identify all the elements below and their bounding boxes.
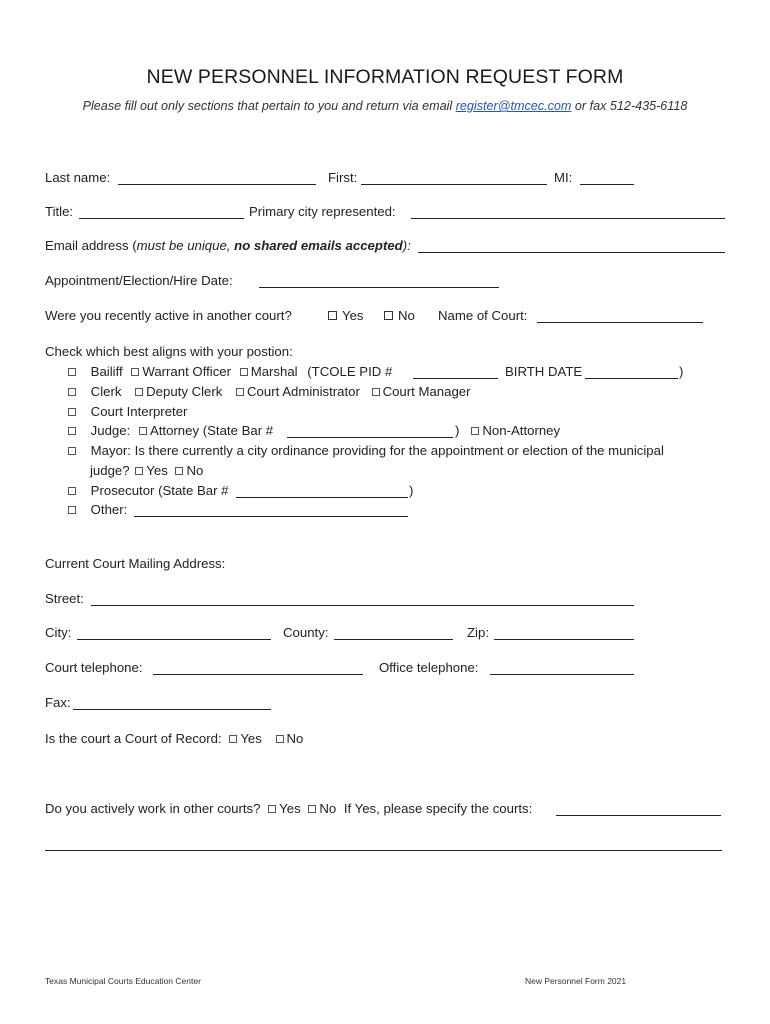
position-row-bailiff xyxy=(68,364,392,379)
mi-field[interactable] xyxy=(580,170,634,185)
checkbox-warrant-officer[interactable] xyxy=(131,368,139,376)
checkbox-mayor-yes[interactable] xyxy=(135,467,143,475)
checkbox-court-administrator[interactable] xyxy=(236,388,244,396)
county-field[interactable] xyxy=(334,625,453,640)
other-courts-no-label: No xyxy=(319,801,337,816)
recently-active-no[interactable] xyxy=(384,308,415,323)
court-telephone-label: Court telephone: xyxy=(45,660,143,675)
checkbox-other-courts-no[interactable] xyxy=(308,805,316,813)
street-field[interactable] xyxy=(91,591,634,606)
checkbox-marshal[interactable] xyxy=(240,368,248,376)
position-heading: Check which best aligns with your postion: xyxy=(45,344,293,359)
checkbox-court-manager[interactable] xyxy=(372,388,380,396)
zip-label: Zip: xyxy=(467,625,489,640)
checkbox-mayor-no[interactable] xyxy=(175,467,183,475)
footer-form-version: New Personnel Form 2021 xyxy=(525,976,627,986)
position-row-interpreter xyxy=(68,404,187,419)
tcole-field[interactable] xyxy=(413,364,498,379)
other-field[interactable] xyxy=(134,502,408,517)
other-courts-yes-label: Yes xyxy=(279,801,301,816)
last-name-field[interactable] xyxy=(118,170,316,185)
checkbox-attorney[interactable] xyxy=(139,427,147,435)
prosecutor-close: ) xyxy=(409,483,414,498)
court-of-record-label: Is the court a Court of Record: xyxy=(45,731,222,746)
position-row-mayor xyxy=(68,443,664,458)
email-link[interactable]: register@tmcec.com xyxy=(455,99,572,113)
checkbox-non-attorney[interactable] xyxy=(471,427,479,435)
title-field[interactable] xyxy=(79,204,244,219)
checkbox-judge[interactable] xyxy=(68,427,76,435)
checkbox-deputy-clerk[interactable] xyxy=(135,388,143,396)
mayor-yes-label: Yes xyxy=(146,463,168,478)
birth-date-close: ) xyxy=(679,364,684,379)
checkbox[interactable] xyxy=(384,311,393,320)
street-label: Street: xyxy=(45,591,84,606)
warrant-officer-label: Warrant Officer xyxy=(142,364,232,379)
attorney-label: Attorney (State Bar # xyxy=(149,423,274,438)
instructions-fax: or fax 512-435-6118 xyxy=(574,99,688,113)
checkbox-bailiff[interactable] xyxy=(68,368,76,376)
office-telephone-label: Office telephone: xyxy=(379,660,479,675)
attorney-close: ) xyxy=(455,423,460,438)
position-row-judge xyxy=(68,423,273,438)
email-close: ): xyxy=(402,238,411,253)
checkbox-mayor[interactable] xyxy=(68,447,76,455)
court-interpreter-label: Court Interpreter xyxy=(90,404,188,419)
court-administrator-label: Court Administrator xyxy=(247,384,360,399)
checkbox-court-of-record-yes[interactable] xyxy=(229,735,237,743)
judge-non-attorney xyxy=(455,423,560,438)
checkbox-clerk[interactable] xyxy=(68,388,76,396)
other-label: Other: xyxy=(90,502,128,517)
last-name-label: Last name: xyxy=(45,170,111,185)
appointment-date-field[interactable] xyxy=(259,273,499,288)
other-courts-row xyxy=(45,801,532,816)
title-label: Title: xyxy=(45,204,74,219)
court-telephone-field[interactable] xyxy=(153,660,363,675)
city-label: City: xyxy=(45,625,72,640)
bailiff-label: Bailiff xyxy=(90,364,123,379)
checkbox[interactable] xyxy=(328,311,337,320)
prosecutor-state-bar-field[interactable] xyxy=(236,483,408,498)
fax-field[interactable] xyxy=(73,695,271,710)
recently-active-yes[interactable] xyxy=(328,308,364,323)
first-name-label: First: xyxy=(328,170,358,185)
primary-city-field[interactable] xyxy=(411,204,725,219)
email-shared-note: no shared emails accepted xyxy=(234,238,403,253)
clerk-label: Clerk xyxy=(90,384,122,399)
footer-organization: Texas Municipal Courts Education Center xyxy=(45,976,201,986)
mayor-no-label: No xyxy=(186,463,204,478)
email-label xyxy=(45,238,411,253)
court-of-record-row xyxy=(45,731,303,746)
checkbox-court-of-record-no[interactable] xyxy=(276,735,284,743)
address-heading: Current Court Mailing Address: xyxy=(45,556,226,571)
form-title: NEW PERSONNEL INFORMATION REQUEST FORM xyxy=(146,66,624,88)
yes-label: Yes xyxy=(342,308,364,323)
checkbox-other-courts-yes[interactable] xyxy=(268,805,276,813)
county-label: County: xyxy=(283,625,329,640)
position-row-clerk xyxy=(68,384,471,399)
other-courts-field-line-2[interactable] xyxy=(45,836,722,851)
checkbox-prosecutor[interactable] xyxy=(68,487,76,495)
checkbox-court-interpreter[interactable] xyxy=(68,408,76,416)
deputy-clerk-label: Deputy Clerk xyxy=(146,384,223,399)
email-label-text: Email address ( xyxy=(45,238,137,253)
primary-city-label: Primary city represented: xyxy=(249,204,396,219)
office-telephone-field[interactable] xyxy=(490,660,634,675)
appointment-date-label: Appointment/Election/Hire Date: xyxy=(45,273,233,288)
recently-active-label: Were you recently active in another court? xyxy=(45,308,292,323)
first-name-field[interactable] xyxy=(361,170,547,185)
other-courts-specify-label: If Yes, please specify the courts: xyxy=(343,801,533,816)
birth-date-label: BIRTH DATE xyxy=(505,364,583,379)
tcole-label: (TCOLE PID # xyxy=(307,364,393,379)
email-unique-note: must be unique, xyxy=(136,238,235,253)
court-manager-label: Court Manager xyxy=(382,384,471,399)
name-of-court-field[interactable] xyxy=(537,308,703,323)
mi-label: MI: xyxy=(554,170,573,185)
court-of-record-yes-label: Yes xyxy=(240,731,262,746)
form-instructions xyxy=(0,99,770,113)
judge-state-bar-field[interactable] xyxy=(287,423,453,438)
instructions-text: Please fill out only sections that pertain to you and return via email xyxy=(82,99,453,113)
court-of-record-no-label: No xyxy=(286,731,304,746)
no-label: No xyxy=(398,308,415,323)
other-courts-question: Do you actively work in other courts? xyxy=(45,801,261,816)
marshal-label: Marshal xyxy=(250,364,298,379)
name-of-court-label: Name of Court: xyxy=(438,308,528,323)
mayor-label: Mayor: Is there currently a city ordinance providing for the appointment or election of the municipal xyxy=(90,443,664,458)
fax-label: Fax: xyxy=(45,695,71,710)
mayor-judge-question xyxy=(90,463,203,478)
checkbox-other[interactable] xyxy=(68,506,76,514)
city-field[interactable] xyxy=(77,625,271,640)
other-courts-field[interactable] xyxy=(556,801,721,816)
birth-date-field[interactable] xyxy=(585,364,678,379)
non-attorney-label: Non-Attorney xyxy=(482,423,561,438)
email-field[interactable] xyxy=(418,238,725,253)
prosecutor-label: Prosecutor (State Bar # xyxy=(90,483,229,498)
zip-field[interactable] xyxy=(494,625,634,640)
judge-question-label: judge? xyxy=(90,463,130,478)
judge-label: Judge: xyxy=(90,423,131,438)
position-row-prosecutor xyxy=(68,483,228,498)
position-row-other xyxy=(68,502,127,517)
